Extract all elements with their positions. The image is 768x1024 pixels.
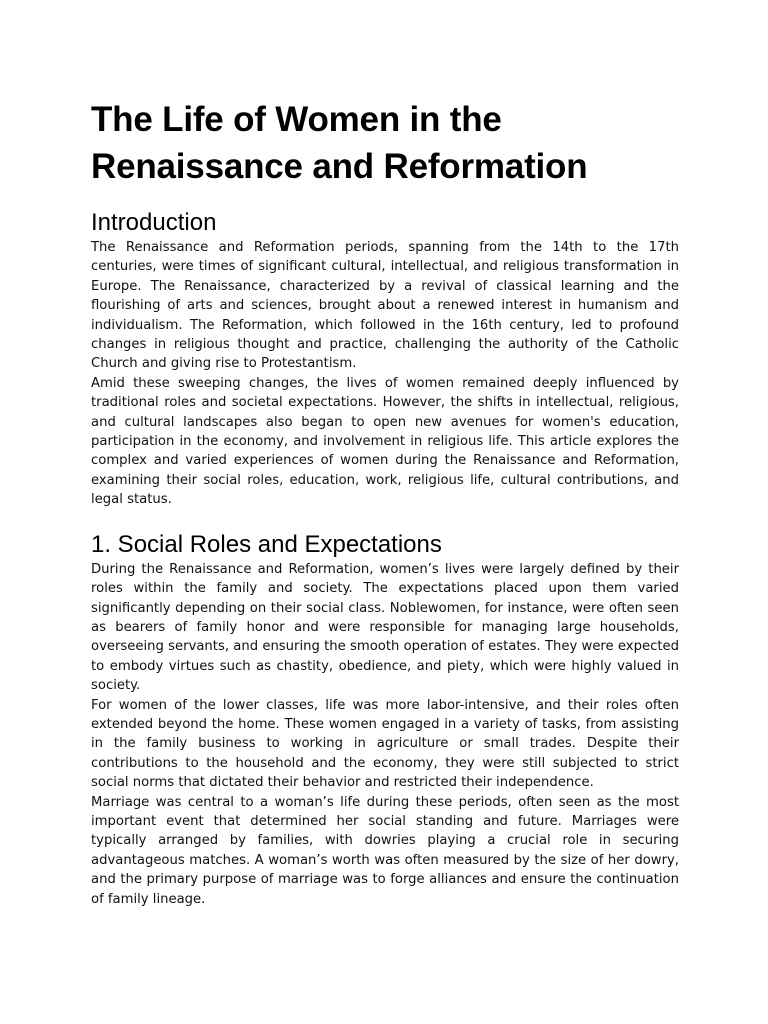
paragraph: The Renaissance and Reformation periods, spanning from the 14th to the 17th centuries, were times of significant cultural, intellectual, and religious transformation in Europe. The Renaissance, characterized by a revival of classical learning and the flourishing of arts and sciences, brought about a renewed interest in humanism and individualism. The Reformation, which followed in the 16th century, led to profound changes in religious thought and practice, challenging the authority of the Catholic Church and giving rise to Protestantism.	[91, 240, 679, 372]
paragraph: Marriage was central to a woman’s life during these periods, often seen as the most important event that determined her social standing and future. Marriages were typically arranged by families, with dowries playing a crucial role in securing advantageous matches. A woman’s worth was often measured by the size of her dowry, and the primary purpose of marriage was to forge alliances and ensure the continuation of family lineage.	[91, 794, 679, 907]
paragraph: During the Renaissance and Reformation, women’s lives were largely defined by their roles within the family and society. The expectations placed upon them varied significantly depending on their social class. Noblewomen, for instance, were often seen as bearers of family honor and were responsible for managing large households, overseeing servants, and ensuring the smooth operation of estates. They were expected to embody virtues such as chastity, obedience, and piety, which were highly valued in society.	[91, 561, 679, 694]
document-title: The Life of Women in the Renaissance and Reformation	[91, 100, 588, 186]
section-heading-social-roles: 1. Social Roles and Expectations	[91, 530, 442, 558]
section-heading-introduction: Introduction	[91, 209, 217, 236]
paragraph: For women of the lower classes, life was more labor-intensive, and their roles often extended beyond the home. These women engaged in a variety of tasks, from assisting in the family business to working in agriculture or small trades. Despite their contributions to the household and the economy, they were still subjected to strict social norms that dictated their behavior and restricted their independence.	[91, 697, 679, 791]
document-page	[91, 96, 679, 909]
paragraph: Amid these sweeping changes, the lives of women remained deeply influenced by traditional roles and societal expectations. However, the shifts in intellectual, religious, and cultural landscapes also began to open new avenues for women's education, participation in the economy, and involvement in religious life. This article explores the complex and varied experiences of women during the Renaissance and Reformation, examining their social roles, education, work, religious life, cultural contributions, and legal status.	[91, 375, 679, 508]
